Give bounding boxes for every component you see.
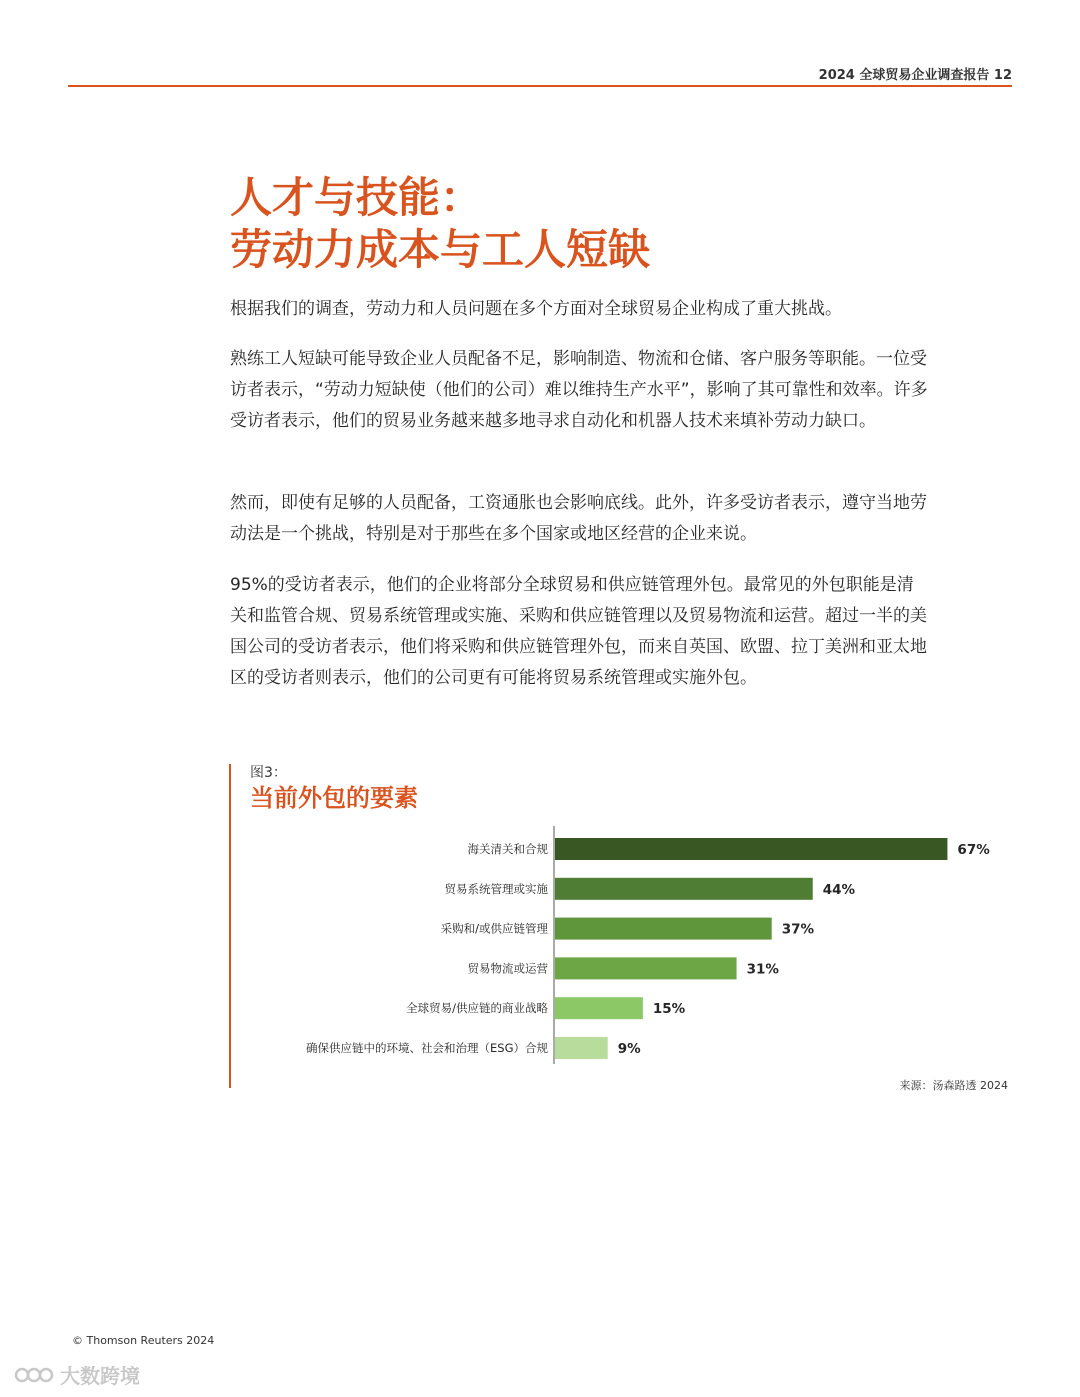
paragraph-2: 熟练工人短缺可能导致企业人员配备不足，影响制造、物流和仓储、客户服务等职能。一位受访者表示，“劳动力短缺使（他们的公司）难以维持生产水平”，影响了其可靠性和效率。许多受访者表示，他们的贸易业务越来越多地寻求自动化和机器人技术来填补劳动力缺口。 <box>230 349 928 431</box>
chart-value-label: 9% <box>617 1041 641 1057</box>
chart-bar <box>555 957 737 979</box>
watermark-text: 大数跨境 <box>60 1364 140 1388</box>
chart-bar <box>555 838 947 860</box>
chart-category-label: 贸易系统管理或实施 <box>444 881 548 896</box>
chart-category-label: 贸易物流或运营 <box>467 961 548 976</box>
paragraph-3: 然而，即使有足够的人员配备，工资通胀也会影响底线。此外，许多受访者表示，遵守当地劳动法是一个挑战，特别是对于那些在多个国家或地区经营的企业来说。 <box>230 493 927 544</box>
chart-bar <box>555 997 643 1019</box>
page-title-line2: 劳动力成本与工人短缺 <box>230 225 651 274</box>
figure-label: 图3： <box>250 765 287 781</box>
chart-category-label: 全球贸易/供应链的商业战略 <box>406 1001 548 1016</box>
chart-bar <box>555 918 772 940</box>
outsourcing-bar-chart <box>240 826 1020 1071</box>
chart-category-label: 确保供应链中的环境、社会和治理（ESG）合规 <box>306 1041 548 1055</box>
chart-value-label: 15% <box>652 1001 686 1018</box>
watermark <box>14 1360 140 1389</box>
figure-title: 当前外包的要素 <box>250 784 418 812</box>
chart-value-label: 37% <box>781 921 815 938</box>
paragraph-1: 根据我们的调查，劳动力和人员问题在多个方面对全球贸易企业构成了重大挑战。 <box>230 299 842 319</box>
paragraph-4: 95%的受访者表示，他们的企业将部分全球贸易和供应链管理外包。最常见的外包职能是清关和监管合规、贸易系统管理或实施、采购和供应链管理以及贸易物流和运营。超过一半的美国公司的受访者表示，他们将采购和供应链管理外包，而来自英国、欧盟、拉丁美洲和亚太地区的受访者则表示，他们的公司更有可能将贸易系统管理或实施外包。 <box>230 575 927 688</box>
chart-category-label: 采购和/或供应链管理 <box>440 921 548 936</box>
chart-value-label: 67% <box>957 842 990 858</box>
header-divider <box>68 85 1012 87</box>
figure-source: 来源：汤森路透 2024 <box>899 1079 1008 1092</box>
page-title <box>230 172 650 276</box>
chart-category-label: 海关清关和合规 <box>467 842 548 856</box>
chart-bar <box>555 1037 608 1059</box>
header-title: 2024 全球贸易企业调查报告 12 <box>818 68 1012 83</box>
footer-copyright: © Thomson Reuters 2024 <box>72 1334 215 1347</box>
watermark-logo-icon <box>14 1363 54 1387</box>
figure-accent-rule <box>229 764 231 1088</box>
chart-value-label: 31% <box>746 961 779 978</box>
chart-bar <box>555 878 813 900</box>
chart-value-label: 44% <box>822 881 856 898</box>
page-title-line1: 人才与技能： <box>230 173 483 222</box>
